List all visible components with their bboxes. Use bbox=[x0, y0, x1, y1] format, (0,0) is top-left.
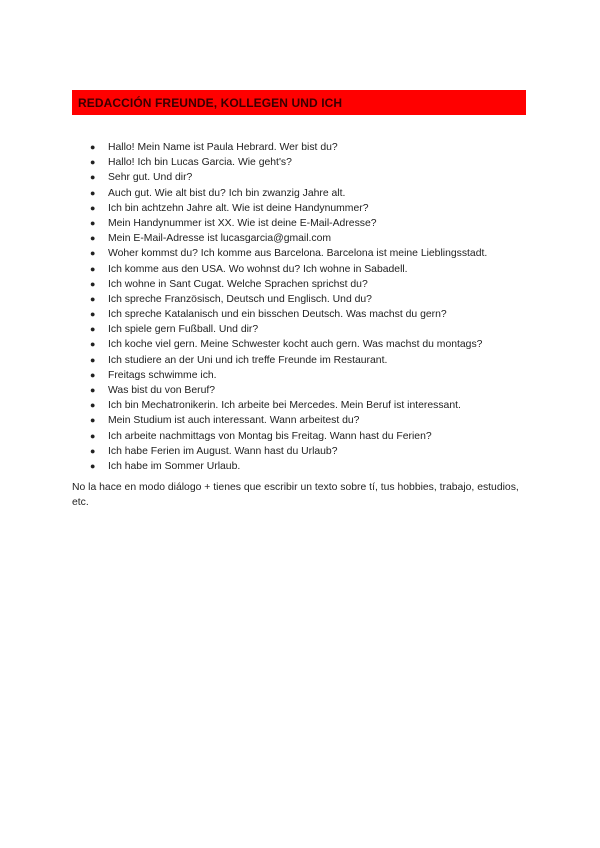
dialogue-line bbox=[90, 398, 560, 413]
bullet-icon: ● bbox=[90, 415, 96, 426]
dialogue-line bbox=[90, 429, 560, 444]
dialogue-text: Ich spreche Katalanisch und ein bisschen Deutsch. Was machst du gern? bbox=[108, 309, 447, 321]
bullet-icon: ● bbox=[90, 263, 96, 274]
bullet-icon: ● bbox=[90, 385, 96, 395]
dialogue-text: Auch gut. Wie alt bist du? Ich bin zwanzig Jahre alt. bbox=[108, 187, 346, 199]
dialogue-text: Ich wohne in Sant Cugat. Welche Sprachen sprichst du? bbox=[108, 278, 368, 290]
dialogue-text: Hallo! Ich bin Lucas Garcia. Wie geht's? bbox=[108, 157, 292, 169]
bullet-icon: ● bbox=[90, 172, 96, 183]
dialogue-text: Ich spiele gern Fußball. Und dir? bbox=[108, 324, 259, 336]
dialogue-line bbox=[90, 459, 560, 474]
dialogue-text: Ich habe Ferien im August. Wann hast du Urlaub? bbox=[108, 445, 338, 457]
dialogue-line bbox=[90, 140, 560, 155]
dialogue-line bbox=[90, 307, 560, 322]
dialogue-line bbox=[90, 170, 560, 185]
dialogue-text: Hallo! Mein Name ist Paula Hebrard. Wer bist du? bbox=[108, 142, 338, 153]
dialogue-line bbox=[90, 322, 560, 337]
dialogue-text: Mein Studium ist auch interessant. Wann arbeitest du? bbox=[108, 415, 360, 427]
bullet-icon: ● bbox=[90, 339, 96, 350]
bullet-icon: ● bbox=[90, 369, 96, 380]
dialogue-text: Ich studiere an der Uni und ich treffe Freunde im Restaurant. bbox=[108, 354, 388, 366]
dialogue-line bbox=[90, 368, 560, 383]
document-title: REDACCIÓN FREUNDE, KOLLEGEN UND ICH bbox=[78, 95, 343, 110]
dialogue-text: Ich koche viel gern. Meine Schwester kocht auch gern. Was machst du montags? bbox=[108, 339, 483, 351]
dialogue-text: Sehr gut. Und dir? bbox=[108, 172, 193, 184]
dialogue-text: Was bist du von Beruf? bbox=[108, 385, 216, 396]
dialogue-line bbox=[90, 292, 560, 307]
bullet-icon: ● bbox=[90, 278, 96, 289]
dialogue-line bbox=[90, 201, 560, 216]
bullet-icon: ● bbox=[90, 202, 96, 213]
bullet-icon: ● bbox=[90, 445, 96, 456]
dialogue-text: Mein Handynummer ist XX. Wie ist deine E-Mail-Adresse? bbox=[108, 217, 377, 229]
dialogue-text: Ich komme aus den USA. Wo wohnst du? Ich wohne in Sabadell. bbox=[108, 263, 408, 275]
dialogue-line bbox=[90, 155, 560, 170]
dialogue-line bbox=[90, 383, 560, 398]
dialogue-text: Freitags schwimme ich. bbox=[108, 369, 217, 381]
dialogue-line bbox=[90, 444, 560, 459]
bullet-icon: ● bbox=[90, 354, 96, 365]
dialogue-text: Ich habe im Sommer Urlaub. bbox=[108, 460, 241, 472]
bullet-icon: ● bbox=[90, 142, 96, 152]
dialogue-line bbox=[90, 246, 560, 261]
dialogue-line bbox=[90, 413, 560, 428]
bullet-icon: ● bbox=[90, 430, 96, 441]
dialogue-text: Ich spreche Französisch, Deutsch und Englisch. Und du? bbox=[108, 293, 372, 305]
bullet-icon: ● bbox=[90, 217, 96, 228]
dialogue-text: Woher kommst du? Ich komme aus Barcelona. Barcelona ist meine Lieblingsstadt. bbox=[108, 248, 488, 260]
bullet-icon: ● bbox=[90, 187, 96, 198]
bullet-icon: ● bbox=[90, 324, 96, 335]
dialogue-line bbox=[90, 337, 560, 352]
dialogue-text: Mein E-Mail-Adresse ist lucasgarcia@gmail.com bbox=[108, 233, 332, 245]
dialogue-line bbox=[90, 186, 560, 201]
bullet-icon: ● bbox=[90, 157, 96, 168]
bullet-icon: ● bbox=[90, 400, 96, 411]
dialogue-line bbox=[90, 277, 560, 292]
bullet-icon: ● bbox=[90, 309, 96, 320]
title-banner bbox=[72, 90, 526, 115]
instruction-note: No la hace en modo diálogo + tienes que escribir un texto sobre tí, tus hobbies, trabajo, estudios, etc. bbox=[72, 482, 519, 508]
dialogue-line bbox=[90, 353, 560, 368]
dialogue-text: Ich bin Mechatronikerin. Ich arbeite bei Mercedes. Mein Beruf ist interessant. bbox=[108, 400, 461, 412]
dialogue-list bbox=[90, 140, 560, 474]
bullet-icon: ● bbox=[90, 293, 96, 304]
dialogue-line bbox=[90, 262, 560, 277]
dialogue-text: Ich arbeite nachmittags von Montag bis Freitag. Wann hast du Ferien? bbox=[108, 430, 432, 442]
bullet-icon: ● bbox=[90, 248, 96, 259]
dialogue-line bbox=[90, 216, 560, 231]
bullet-icon: ● bbox=[90, 233, 96, 244]
dialogue-line bbox=[90, 231, 560, 246]
dialogue-text: Ich bin achtzehn Jahre alt. Wie ist deine Handynummer? bbox=[108, 202, 369, 214]
bullet-icon: ● bbox=[90, 460, 96, 471]
